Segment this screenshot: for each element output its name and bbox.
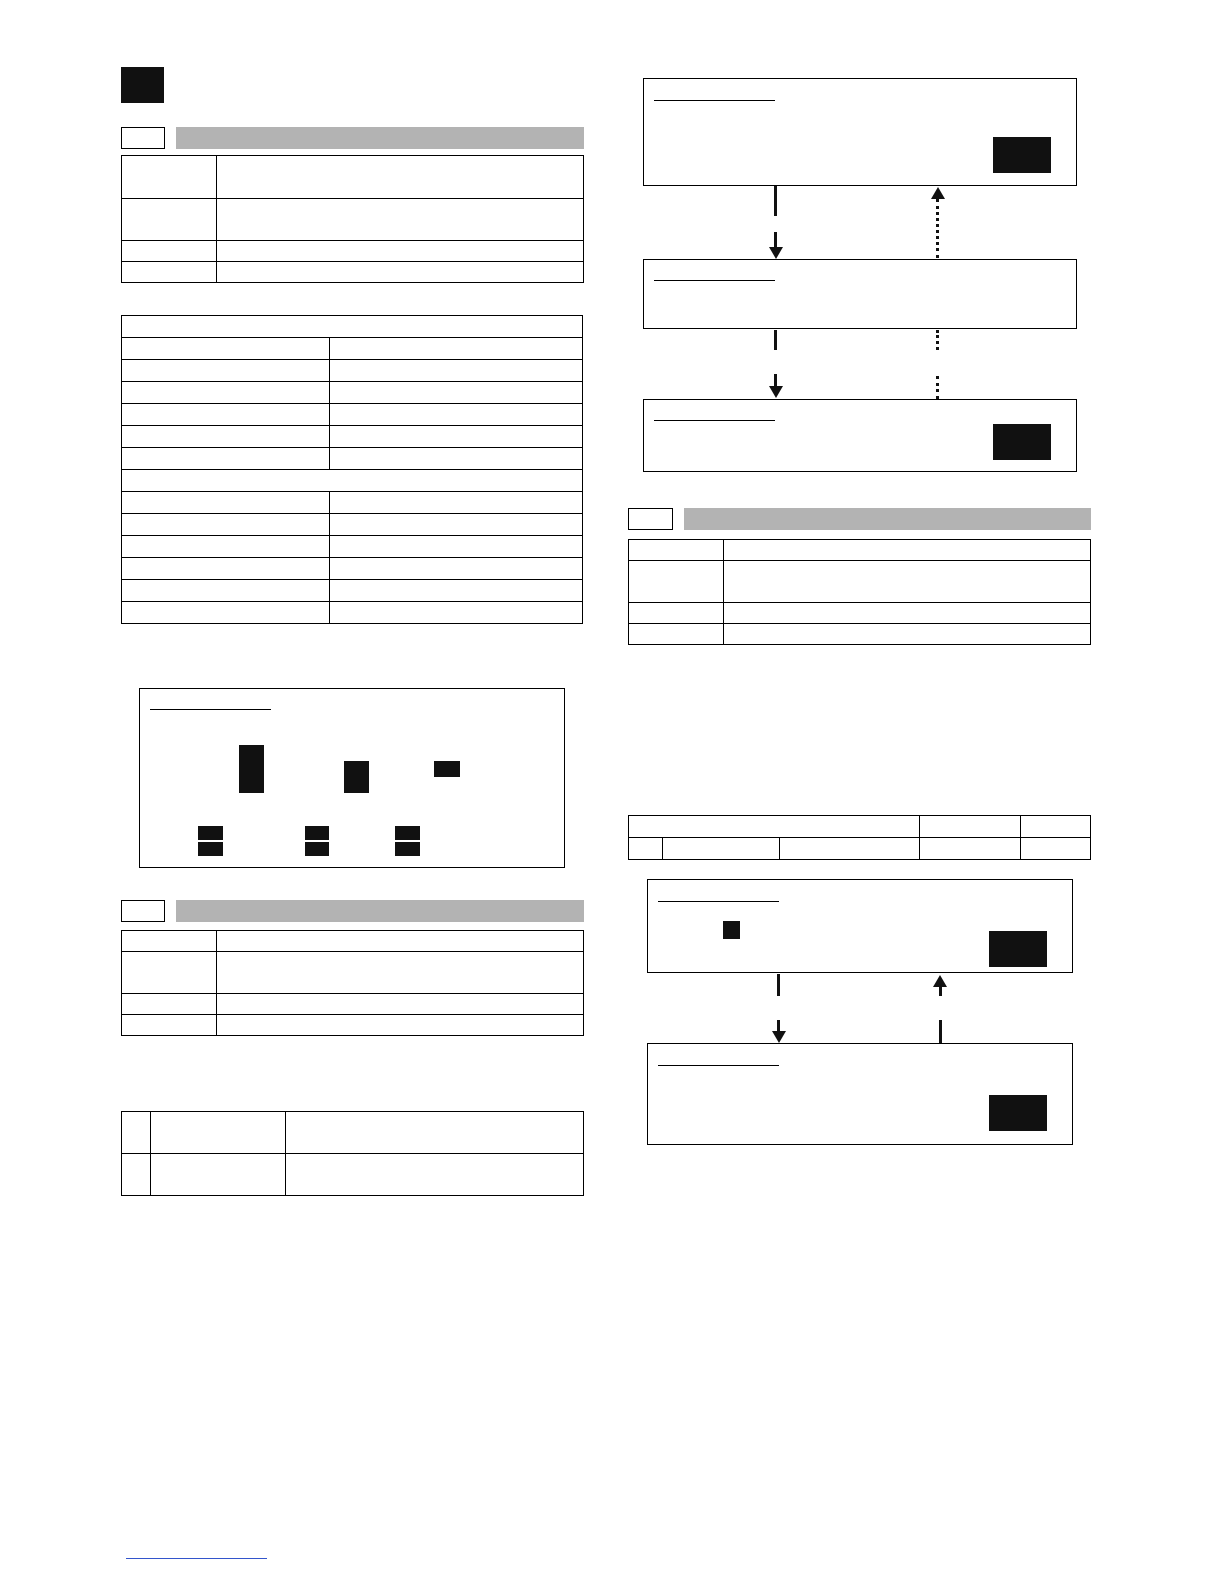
cell <box>629 816 920 838</box>
cell <box>330 536 583 558</box>
section-c-title-bar <box>684 508 1091 530</box>
table-row <box>122 994 584 1015</box>
cell <box>122 580 330 602</box>
table-row <box>122 931 584 952</box>
cell <box>122 470 583 492</box>
table-row <box>122 262 584 283</box>
cell <box>122 1154 151 1196</box>
soft-key-1-upper[interactable] <box>198 826 223 840</box>
arrow-down-icon <box>772 1031 786 1043</box>
flow-line-dotted <box>936 376 939 399</box>
table-row <box>122 338 583 360</box>
arrow-down-icon <box>769 247 783 259</box>
flow-line-up <box>939 986 942 996</box>
cell <box>122 156 217 199</box>
cell <box>330 404 583 426</box>
cell <box>330 514 583 536</box>
table-row <box>629 540 1091 561</box>
cell <box>122 404 330 426</box>
indicator-tall-icon <box>239 745 264 793</box>
cell <box>330 602 583 624</box>
flow-line-dotted <box>936 199 939 258</box>
section-b-number-box <box>121 900 165 922</box>
flow-line-down <box>777 974 780 996</box>
cell <box>122 1015 217 1036</box>
table-row <box>122 952 584 994</box>
table-row <box>122 1154 584 1196</box>
flow-line-dotted <box>936 330 939 350</box>
cell <box>122 602 330 624</box>
cell <box>330 360 583 382</box>
settings-table <box>121 315 583 624</box>
section-marker-block <box>121 67 164 103</box>
cell <box>217 952 584 994</box>
ok-key[interactable] <box>989 1095 1047 1131</box>
cell <box>286 1112 584 1154</box>
cell <box>217 241 584 262</box>
flow-line-down <box>774 186 777 216</box>
cell <box>724 624 1091 645</box>
section-a-number-box <box>121 127 165 149</box>
section-a-title-bar <box>176 127 584 149</box>
cell <box>330 492 583 514</box>
screen-title-underline <box>654 280 775 281</box>
screen-title-underline <box>658 1065 779 1066</box>
cell <box>122 514 330 536</box>
section-c-table <box>628 539 1091 645</box>
cursor-block-icon <box>723 921 740 939</box>
soft-key-2-upper[interactable] <box>305 826 329 840</box>
cell <box>663 838 780 860</box>
cell <box>122 262 217 283</box>
cell <box>217 262 584 283</box>
table-group-header <box>122 316 583 338</box>
cell <box>330 580 583 602</box>
cell <box>724 561 1091 603</box>
flow2-screen-1 <box>647 879 1073 973</box>
screen-title-underline <box>654 100 775 101</box>
soft-key-3-lower[interactable] <box>395 842 420 856</box>
cell <box>151 1154 286 1196</box>
table-row <box>122 360 583 382</box>
cell <box>217 156 584 199</box>
table-row <box>122 448 583 470</box>
cell <box>122 448 330 470</box>
table-group-header <box>122 470 583 492</box>
cell <box>330 338 583 360</box>
section-c-number-box <box>628 508 673 530</box>
cell <box>330 448 583 470</box>
section-a-table <box>121 155 584 283</box>
cell <box>330 382 583 404</box>
cell <box>330 558 583 580</box>
cell <box>151 1112 286 1154</box>
ok-key[interactable] <box>993 137 1051 173</box>
cell <box>330 426 583 448</box>
cell <box>122 426 330 448</box>
table-row <box>122 580 583 602</box>
soft-key-1-lower[interactable] <box>198 842 223 856</box>
table-row <box>629 838 1091 860</box>
option-table <box>121 1111 584 1196</box>
table-row <box>629 561 1091 603</box>
cell <box>122 360 330 382</box>
table-row <box>122 382 583 404</box>
cell <box>122 199 217 241</box>
cell <box>122 952 217 994</box>
table-row <box>122 1015 584 1036</box>
cell <box>122 994 217 1015</box>
panel-display <box>139 688 565 868</box>
cell <box>724 603 1091 624</box>
flow1-screen-3 <box>643 399 1077 472</box>
cell <box>122 931 217 952</box>
table-row <box>629 603 1091 624</box>
panel-display-title-underline <box>150 709 271 710</box>
cell <box>629 603 724 624</box>
flow1-screen-1 <box>643 78 1077 186</box>
cell <box>122 558 330 580</box>
cell <box>920 838 1021 860</box>
table-row <box>122 156 584 199</box>
table-row <box>122 602 583 624</box>
flow-line-up <box>939 1020 942 1043</box>
arrow-up-icon <box>931 187 945 199</box>
screen-title-underline <box>658 901 779 902</box>
ok-key[interactable] <box>989 931 1047 967</box>
cell <box>122 536 330 558</box>
indicator-small-icon <box>434 761 460 777</box>
flow-line-down <box>774 232 777 248</box>
cell <box>122 1112 151 1154</box>
table-row <box>122 558 583 580</box>
table-row <box>122 426 583 448</box>
table-header-row <box>629 816 1091 838</box>
cell <box>217 931 584 952</box>
cell <box>629 561 724 603</box>
cell <box>122 316 583 338</box>
table-row <box>122 404 583 426</box>
cell <box>1021 838 1091 860</box>
table-row <box>122 199 584 241</box>
soft-key-3-upper[interactable] <box>395 826 420 840</box>
cell <box>1021 816 1091 838</box>
cell <box>122 338 330 360</box>
cell <box>920 816 1021 838</box>
cell <box>122 492 330 514</box>
flow2-screen-2 <box>647 1043 1073 1145</box>
cell <box>217 1015 584 1036</box>
table-row <box>122 514 583 536</box>
indicator-square-icon <box>344 761 369 793</box>
cell <box>122 241 217 262</box>
code-table <box>628 815 1091 860</box>
cell <box>286 1154 584 1196</box>
ok-key[interactable] <box>993 424 1051 460</box>
cell <box>217 994 584 1015</box>
cell <box>122 382 330 404</box>
table-row <box>122 536 583 558</box>
table-row <box>629 624 1091 645</box>
table-row <box>122 241 584 262</box>
footer-link-underline[interactable] <box>126 1558 267 1559</box>
soft-key-2-lower[interactable] <box>305 842 329 856</box>
cell <box>629 838 663 860</box>
flow1-screen-2 <box>643 259 1077 329</box>
table-row <box>122 492 583 514</box>
cell <box>629 624 724 645</box>
screen-title-underline <box>654 420 775 421</box>
cell <box>724 540 1091 561</box>
table-row <box>122 1112 584 1154</box>
section-b-table <box>121 930 584 1036</box>
cell <box>629 540 724 561</box>
flow-line-down <box>774 330 777 350</box>
cell <box>217 199 584 241</box>
arrow-down-icon <box>769 386 783 398</box>
section-b-title-bar <box>176 900 584 922</box>
cell <box>780 838 920 860</box>
